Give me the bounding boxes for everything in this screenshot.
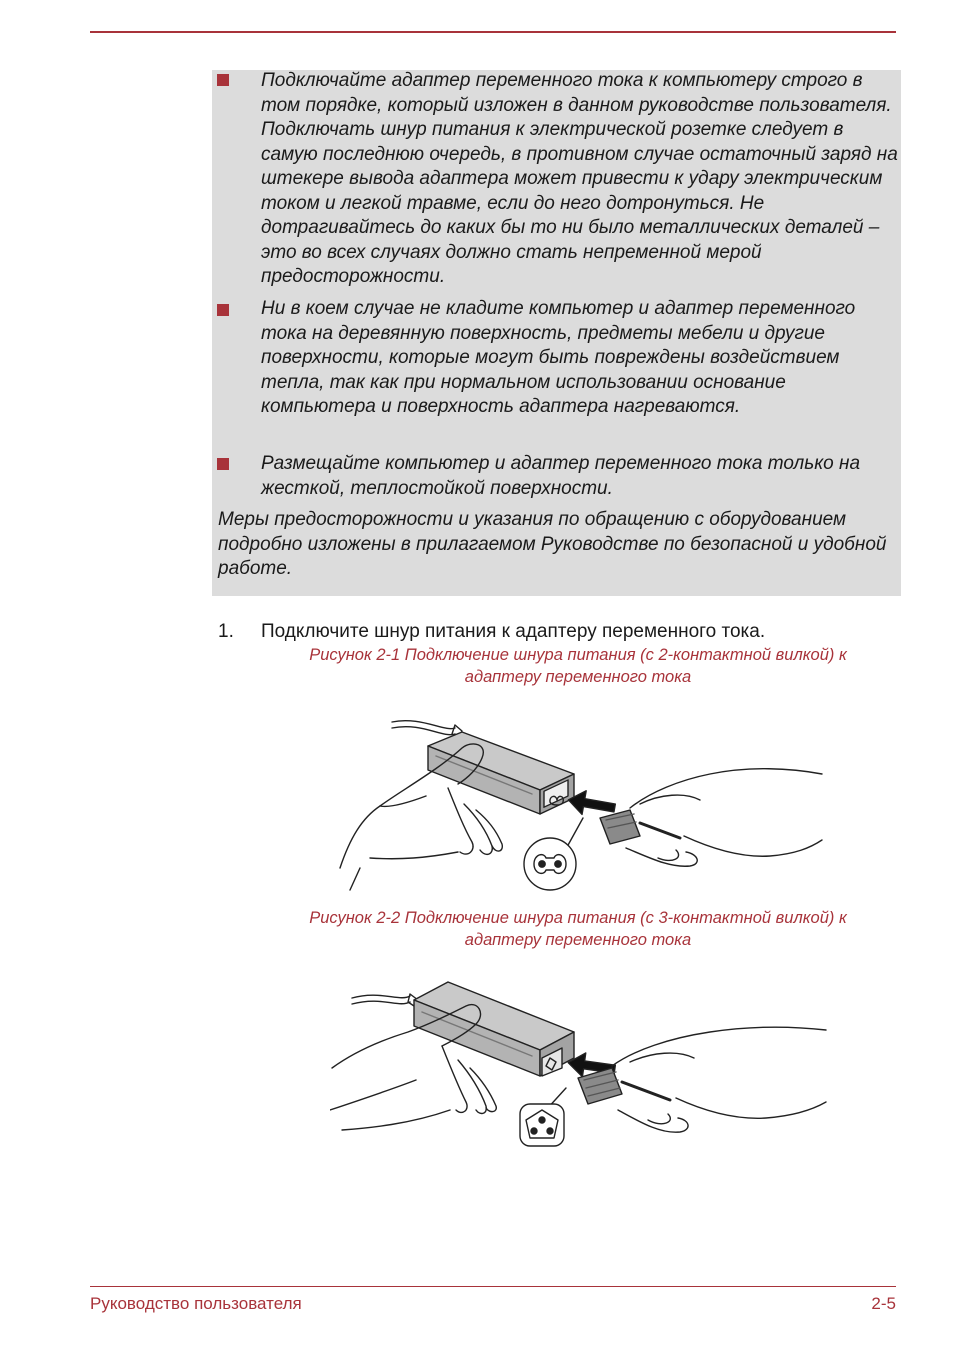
figure-2-illustration [330, 970, 830, 1155]
figure-2-caption-line-2: адаптеру переменного тока [464, 930, 692, 949]
footer-rule [90, 1286, 896, 1287]
bullet-square-icon [217, 304, 229, 316]
warning-bullet-3: Размещайте компьютер и адаптер переменного тока только на жесткой, теплостойкой поверхности. [261, 453, 861, 499]
warning-bullet-2: Ни в коем случае не кладите компьютер и адаптер переменного тока на деревянную поверхность, предметы мебели и другие поверхности, которые могут быть повреждены воздействием тепла, так как при нормальном использовании основание компьютера и поверхность адаптера нагреваются. [261, 298, 856, 417]
figure-1-caption [260, 645, 896, 688]
page-number: 2-5 [871, 1294, 896, 1313]
warning-bullet-1: Подключайте адаптер переменного тока к компьютеру строго в том порядке, который изложен в данном руководстве пользователя. Подключать шнур питания к электрической розетке следует в самую последнюю очередь, в противном случае остаточный заряд на штекере вывода адаптера может привести к удару электрическим током и легкой травме, если до него дотронуться. Не дотрагивайтесь до каких бы то ни было металлических деталей – это во всех случаях должно стать непременной мерой предосторожности. [261, 70, 898, 287]
warning-closing-paragraph: Меры предосторожности и указания по обращению с оборудованием подробно изложены в прилагаемом Руководстве по безопасной и удобной работе. [218, 509, 887, 579]
figure-1-caption-line-2: адаптеру переменного тока [464, 667, 692, 686]
bullet-square-icon [217, 74, 229, 86]
figure-2-caption [260, 908, 896, 951]
figure-1-caption-line-1: Рисунок 2-1 Подключение шнура питания (с 2-контактной вилкой) к [309, 646, 847, 664]
footer-title: Руководство пользователя [90, 1294, 302, 1313]
figure-1-illustration [330, 708, 830, 898]
step-number: 1. [218, 621, 234, 642]
step-text: Подключите шнур питания к адаптеру переменного тока. [261, 621, 766, 642]
header-rule [90, 31, 896, 33]
figure-2-caption-line-1: Рисунок 2-2 Подключение шнура питания (с 3-контактной вилкой) к [309, 909, 847, 927]
bullet-square-icon [217, 458, 229, 470]
